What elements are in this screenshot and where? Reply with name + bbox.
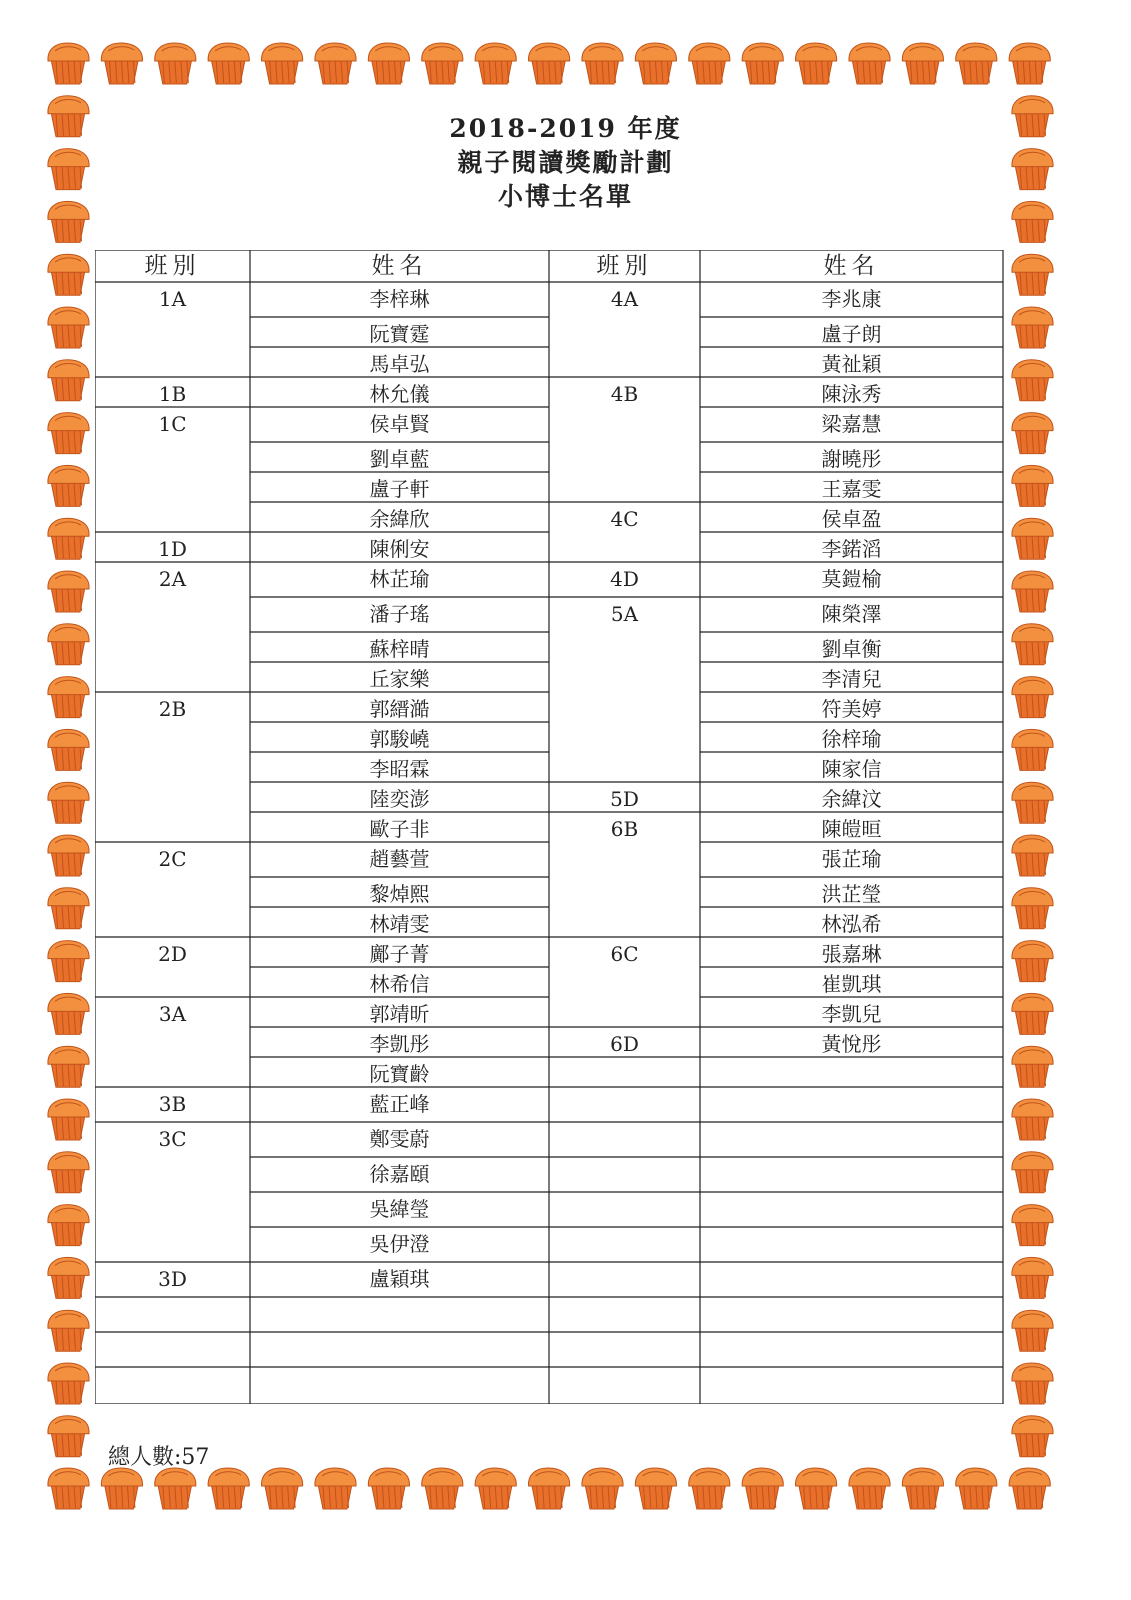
student-name-left: 林允儀 (369, 382, 430, 406)
student-name-left: 郭駿嶢 (369, 727, 430, 751)
muffin-icon (48, 993, 89, 1034)
class-header-left: 班別 (144, 253, 201, 279)
student-name-left: 徐嘉頤 (369, 1162, 430, 1186)
class-label-left: 1D (158, 537, 187, 561)
student-name-left: 盧子軒 (369, 477, 430, 501)
class-header-right: 班別 (596, 253, 653, 279)
muffin-icon (368, 43, 409, 84)
student-name-left: 李梓琳 (369, 287, 430, 311)
muffin-icon (529, 1468, 570, 1509)
student-name-left: 丘家樂 (369, 667, 430, 691)
student-name-left: 郭靖昕 (369, 1002, 430, 1026)
student-name-right: 王嘉雯 (821, 477, 882, 501)
muffin-icon (742, 43, 783, 84)
class-label-right: 4B (610, 382, 639, 406)
name-header-right: 姓名 (823, 253, 880, 279)
class-label-left: 1B (158, 382, 187, 406)
muffin-icon (475, 43, 516, 84)
student-name-left: 林靖雯 (369, 912, 430, 936)
muffin-icon (796, 43, 837, 84)
class-label-left: 2D (158, 942, 187, 966)
muffin-icon (315, 1468, 356, 1509)
student-name-right: 李鍩滔 (821, 537, 882, 561)
muffin-icon (796, 1468, 837, 1509)
title-year: 2018-2019 年度 (449, 114, 682, 143)
class-label-left: 1A (158, 287, 187, 311)
muffin-icon (48, 1257, 89, 1298)
student-name-left: 李凱彤 (369, 1032, 430, 1056)
muffin-icon (48, 360, 89, 401)
name-header-left: 姓名 (371, 253, 428, 279)
muffin-icon (262, 43, 303, 84)
student-name-left: 蘇梓晴 (369, 637, 430, 661)
student-name-right: 侯卓盈 (821, 507, 882, 531)
student-name-right: 李清兒 (821, 667, 882, 691)
student-name-left: 潘子瑤 (369, 602, 430, 626)
muffin-icon (48, 254, 89, 295)
muffin-icon (368, 1468, 409, 1509)
muffin-icon (48, 413, 89, 454)
student-name-left: 林希信 (369, 972, 430, 996)
muffin-icon (48, 835, 89, 876)
student-name-right: 陳家信 (821, 757, 882, 781)
student-name-right: 崔凱琪 (821, 972, 882, 996)
student-name-right: 張芷瑜 (821, 847, 882, 871)
muffin-icon (529, 43, 570, 84)
student-name-left: 黎焯熙 (369, 882, 430, 906)
student-name-left: 趙藝萱 (369, 847, 430, 871)
student-name-left: 歐子非 (369, 817, 430, 841)
class-label-left: 3D (158, 1267, 187, 1291)
muffin-icon (48, 677, 89, 718)
muffin-icon (155, 1468, 196, 1509)
student-name-right: 梁嘉慧 (821, 412, 882, 436)
total-label: 總人數: (108, 1445, 182, 1470)
title-program: 親子閱讀獎勵計劃 (457, 148, 674, 177)
muffin-icon (475, 1468, 516, 1509)
muffin-icon (635, 43, 676, 84)
student-name-left: 盧穎琪 (369, 1267, 430, 1291)
student-name-right: 張嘉琳 (821, 942, 882, 966)
class-label-right: 6D (610, 1032, 639, 1056)
muffin-icon (582, 43, 623, 84)
muffin-icon (262, 1468, 303, 1509)
muffin-icon (422, 1468, 463, 1509)
muffin-icon (48, 465, 89, 506)
muffin-icon (902, 1468, 943, 1509)
class-label-right: 6C (610, 942, 639, 966)
student-name-left: 劉卓藍 (369, 447, 430, 471)
muffin-icon (48, 1310, 89, 1351)
muffin-icon (956, 43, 997, 84)
muffin-icon (48, 1152, 89, 1193)
student-name-left: 吳緯瑩 (369, 1197, 430, 1221)
muffin-icon (849, 43, 890, 84)
muffin-icon (48, 1416, 89, 1457)
class-label-left: 3C (158, 1127, 187, 1151)
student-name-right: 黃祉穎 (821, 352, 882, 376)
student-name-left: 侯卓賢 (369, 412, 430, 436)
student-name-left: 馬卓弘 (369, 352, 430, 376)
muffin-icon (155, 43, 196, 84)
class-label-right: 4D (610, 567, 639, 591)
student-name-right: 陳榮澤 (821, 602, 882, 626)
student-name-right: 盧子朗 (821, 322, 882, 346)
muffin-icon (48, 1468, 89, 1509)
class-label-right: 5D (610, 787, 639, 811)
student-name-right: 李凱兒 (821, 1002, 882, 1026)
class-label-right: 4A (610, 287, 639, 311)
class-label-right: 5A (610, 602, 639, 626)
total-count (108, 1440, 209, 1471)
class-label-right: 4C (610, 507, 639, 531)
student-name-left: 陳俐安 (369, 537, 430, 561)
muffin-icon (902, 43, 943, 84)
muffin-icon (48, 888, 89, 929)
roster-table (95, 250, 1027, 1404)
muffin-icon (48, 1099, 89, 1140)
student-name-right: 余緯汶 (821, 787, 882, 811)
muffin-icon (48, 782, 89, 823)
muffin-icon (1009, 43, 1050, 84)
muffin-icon (48, 43, 89, 84)
muffin-icon (689, 1468, 730, 1509)
muffin-icon (956, 1468, 997, 1509)
student-name-left: 鄺子菁 (369, 942, 430, 966)
muffin-icon (208, 43, 249, 84)
student-name-left: 阮寶霆 (369, 322, 430, 346)
muffin-icon (48, 1205, 89, 1246)
class-label-right: 6B (610, 817, 639, 841)
title-list: 小博士名單 (497, 182, 633, 211)
student-name-right: 徐梓瑜 (821, 727, 882, 751)
student-name-right: 符美婷 (821, 697, 882, 721)
muffin-icon (315, 43, 356, 84)
student-name-left: 林芷瑜 (369, 567, 430, 591)
student-name-right: 李兆康 (821, 287, 882, 311)
student-name-right: 黃悅彤 (821, 1032, 882, 1056)
page-title (0, 112, 1131, 214)
muffin-icon (689, 43, 730, 84)
student-name-left: 藍正峰 (369, 1092, 430, 1116)
muffin-icon (101, 1468, 142, 1509)
muffin-icon (48, 1046, 89, 1087)
class-label-left: 3B (158, 1092, 187, 1116)
class-label-left: 2B (158, 697, 187, 721)
student-name-left: 阮寶齡 (369, 1062, 430, 1086)
muffin-icon (1009, 1468, 1050, 1509)
student-name-left: 鄭雯蔚 (369, 1127, 430, 1151)
student-name-right: 莫鎧榆 (821, 567, 882, 591)
class-label-left: 2C (158, 847, 187, 871)
muffin-icon (582, 1468, 623, 1509)
class-label-left: 2A (158, 567, 187, 591)
muffin-icon (422, 43, 463, 84)
muffin-icon (48, 1363, 89, 1404)
muffin-icon (1012, 1416, 1053, 1457)
student-name-left: 余緯欣 (369, 507, 430, 531)
student-name-left: 吳伊澄 (369, 1232, 430, 1256)
muffin-icon (742, 1468, 783, 1509)
muffin-icon (48, 729, 89, 770)
student-name-right: 林泓希 (821, 912, 882, 936)
student-name-left: 郭縉澔 (369, 697, 430, 721)
student-name-right: 洪芷瑩 (821, 882, 882, 906)
student-name-left: 陸奕澎 (369, 787, 430, 811)
student-name-right: 劉卓衡 (821, 637, 882, 661)
total-value: 57 (181, 1445, 210, 1470)
class-label-left: 1C (158, 412, 187, 436)
muffin-icon (208, 1468, 249, 1509)
muffin-icon (48, 307, 89, 348)
muffin-icon (48, 518, 89, 559)
muffin-icon (48, 571, 89, 612)
student-name-right: 謝曉彤 (821, 447, 882, 471)
class-label-left: 3A (158, 1002, 187, 1026)
muffin-icon (48, 941, 89, 982)
student-name-left: 李昭霖 (369, 757, 430, 781)
muffin-icon (48, 624, 89, 665)
muffin-icon (849, 1468, 890, 1509)
student-name-right: 陳皚晅 (821, 817, 882, 841)
student-name-right: 陳泳秀 (821, 382, 882, 406)
muffin-icon (635, 1468, 676, 1509)
muffin-icon (101, 43, 142, 84)
